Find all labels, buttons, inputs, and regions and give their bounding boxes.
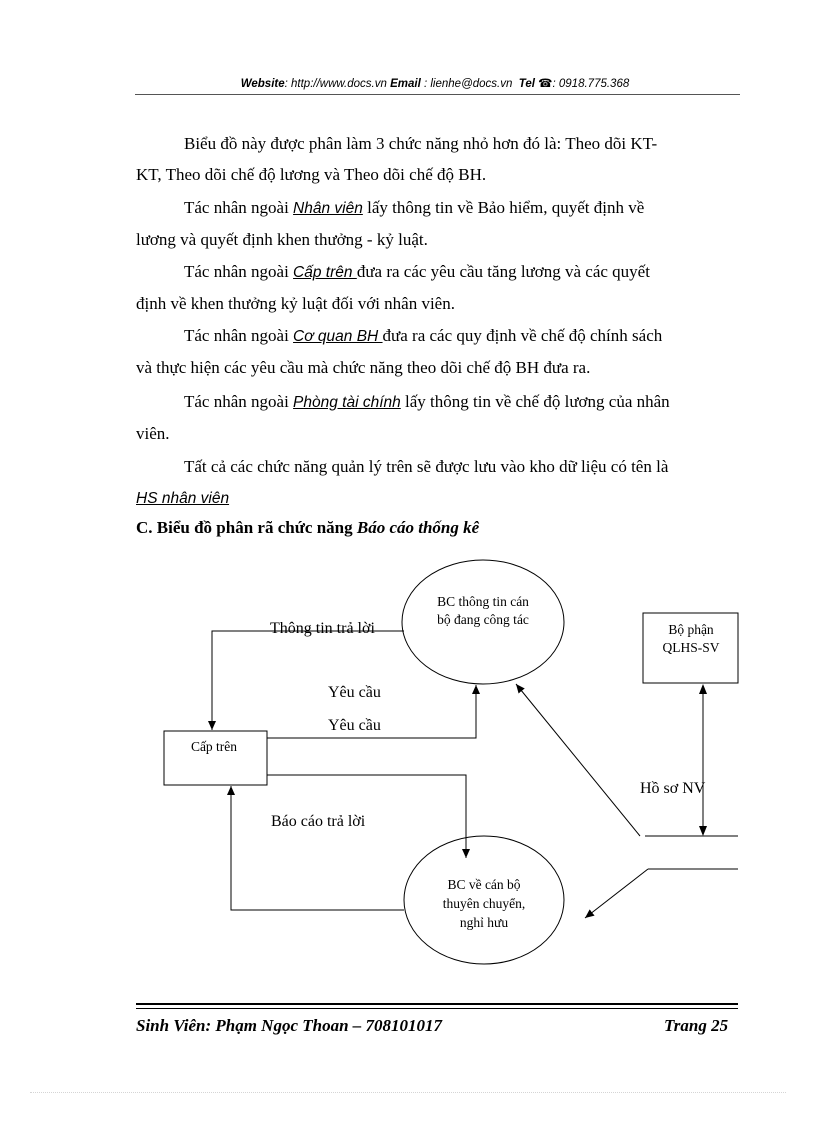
entity-bo-phan-label-1: Bộ phận xyxy=(668,622,714,637)
p3-line2: định về khen thưởng kỷ luật đối với nhân viên. xyxy=(136,294,455,313)
telephone-icon: ☎ xyxy=(538,78,553,90)
process2-label-3: nghỉ hưu xyxy=(459,915,509,930)
p2-pre: Tác nhân ngoài xyxy=(184,198,294,217)
tel-label: Tel xyxy=(518,78,535,90)
process2-label-1: BC về cán bộ xyxy=(447,877,521,892)
p1-line2: KT, Theo dõi chế độ lương và Theo dõi chế độ BH. xyxy=(136,165,487,184)
p3-post: đưa ra các yêu cầu tăng lương và các quyết xyxy=(356,262,650,281)
footer-rule-thick xyxy=(136,1003,738,1005)
website-label: Website xyxy=(240,78,285,90)
section-title-prefix: C. Biểu đồ phân rã chức năng xyxy=(136,518,357,537)
p5-post: lấy thông tin về chế độ lương của nhân xyxy=(400,392,670,411)
p4-line2: và thực hiện các yêu cầu mà chức năng theo dõi chế độ BH đưa ra. xyxy=(136,358,591,377)
p5-pre: Tác nhân ngoài xyxy=(184,392,294,411)
actor-phong-tai-chinh: Phòng tài chính xyxy=(293,394,401,411)
flow-yeu-cau-label-1: Yêu cầu xyxy=(328,684,381,701)
footer-rule-thin xyxy=(136,1008,738,1009)
flow-thong-tin-label: Thông tin trả lời xyxy=(270,620,375,637)
flow-bao-cao-tra-loi xyxy=(231,786,404,910)
website-value: : http://www.docs.vn xyxy=(284,78,387,90)
actor-cap-tren: Cấp trên xyxy=(293,264,357,281)
p6-line1: Tất cả các chức năng quản lý trên sẽ được lưu vào kho dữ liệu có tên là xyxy=(184,457,669,476)
p3-pre: Tác nhân ngoài xyxy=(184,262,294,281)
arrow-up-head xyxy=(699,684,707,694)
tel-value: : 0918.775.368 xyxy=(552,78,630,90)
footer-page-number: Trang 25 xyxy=(664,1016,729,1035)
footer-author: Sinh Viên: Phạm Ngọc Thoan – 708101017 xyxy=(136,1016,443,1035)
datastore-hs-nhan-vien: HS nhân viên xyxy=(136,490,230,507)
p2-post: lấy thông tin về Bảo hiểm, quyết định về xyxy=(362,198,645,217)
flow-yeu-cau-label-2: Yêu cầu xyxy=(328,717,381,734)
datastore-label: Hồ sơ NV xyxy=(640,780,706,797)
p2-line2: lương và quyết định khen thưởng - kỷ luật. xyxy=(136,230,428,249)
actor-co-quan-bh: Cơ quan BH xyxy=(293,328,383,345)
p4-pre: Tác nhân ngoài xyxy=(184,326,294,345)
flow-hoso-to-process1 xyxy=(516,684,640,836)
p5-line2: viên. xyxy=(136,424,170,443)
entity-bo-phan-label-2: QLHS-SV xyxy=(662,640,720,655)
p4-post: đưa ra các quy định về chế độ chính sách xyxy=(382,326,663,345)
actor-nhan-vien: Nhân viên xyxy=(293,200,363,217)
flow-bao-cao-label: Báo cáo trả lời xyxy=(271,813,366,830)
process1-label-2: bộ đang công tác xyxy=(437,612,529,627)
p1-line1: Biểu đồ này được phân làm 3 chức năng nhỏ hơn đó là: Theo dõi KT- xyxy=(184,134,658,153)
entity-cap-tren-label: Cấp trên xyxy=(190,739,238,754)
flow-thong-tin-tra-loi xyxy=(212,631,404,730)
email-value: : lienhe@docs.vn xyxy=(423,78,513,90)
arrow-down-head xyxy=(699,826,707,836)
process2-label-2: thuyên chuyển, xyxy=(442,896,526,911)
email-label: Email xyxy=(390,78,421,90)
flow-hoso-to-process2 xyxy=(585,869,648,918)
process1-label-1: BC thông tin cán xyxy=(437,594,529,609)
bottom-dotted-divider xyxy=(30,1092,786,1093)
section-title-italic: Báo cáo thống kê xyxy=(356,518,480,537)
